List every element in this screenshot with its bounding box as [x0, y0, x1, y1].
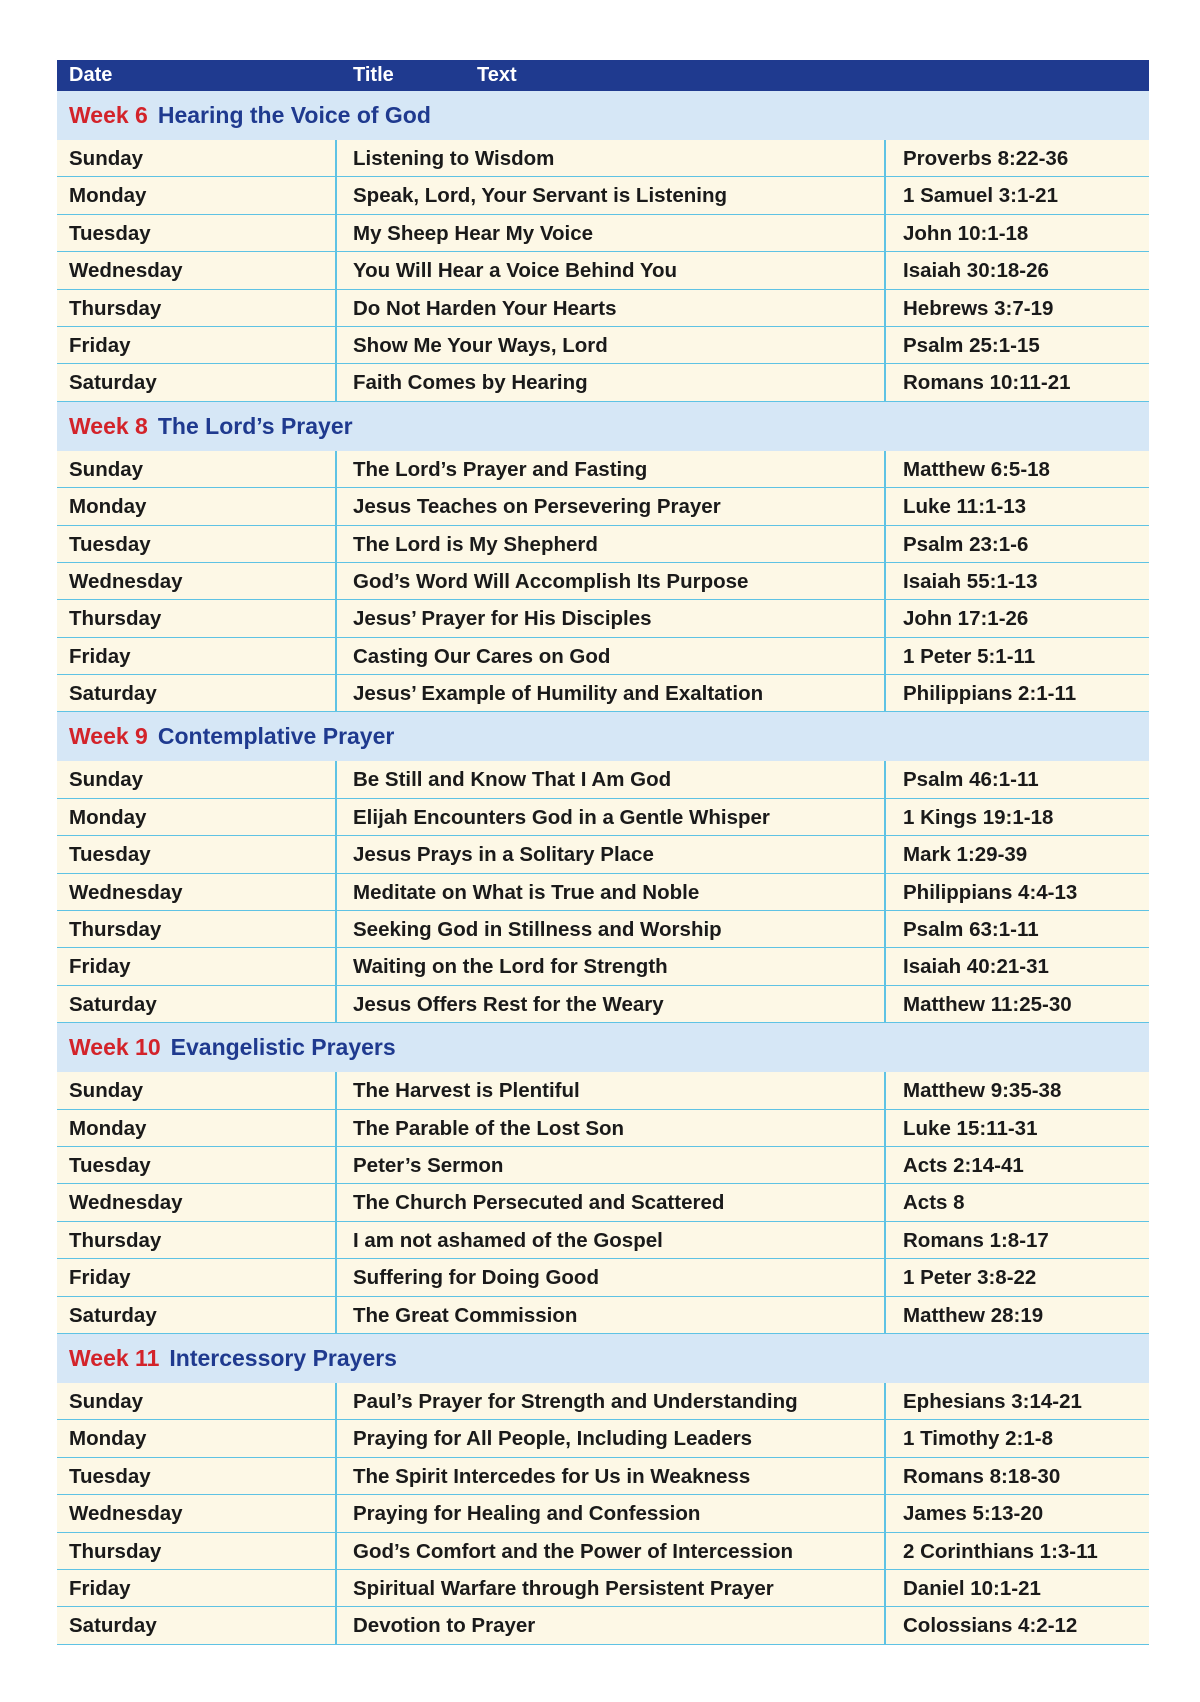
table-row: [57, 1383, 1149, 1420]
scripture-cell: Proverbs 8:22-36: [903, 147, 1069, 170]
column-header-date: Date: [69, 64, 113, 86]
week-heading: [57, 91, 1149, 140]
title-cell: The Lord is My Shepherd: [353, 532, 598, 556]
title-cell: Praying for All People, Including Leaders: [353, 1427, 753, 1451]
week-number: Week 6: [69, 102, 148, 128]
table-row: [57, 1110, 1149, 1147]
table-row: [57, 600, 1149, 637]
table-row: [57, 1147, 1149, 1184]
table-row: [57, 1533, 1149, 1570]
title-cell: Jesus Offers Rest for the Weary: [353, 992, 664, 1016]
table-row: [57, 836, 1149, 873]
scripture-cell: Philippians 2:1-11: [903, 682, 1077, 706]
title-cell: Devotion to Prayer: [353, 1614, 536, 1638]
week-theme: Intercessory Prayers: [169, 1344, 397, 1371]
scripture-cell: Ephesians 3:14-21: [903, 1389, 1082, 1413]
day-cell: Sunday: [69, 768, 144, 792]
table-row: [57, 526, 1149, 563]
title-cell: Jesus’ Prayer for His Disciples: [353, 607, 652, 631]
table-row: [57, 327, 1149, 364]
day-cell: Sunday: [69, 1389, 144, 1413]
scripture-cell: Daniel 10:1-21: [903, 1576, 1041, 1600]
title-cell: God’s Comfort and the Power of Intercession: [353, 1539, 794, 1563]
title-cell: Speak, Lord, Your Servant is Listening: [353, 184, 728, 208]
title-cell: Jesus Teaches on Persevering Prayer: [353, 495, 721, 519]
day-cell: Friday: [69, 644, 131, 668]
table-row: [57, 252, 1149, 289]
table-row: [57, 874, 1149, 911]
table-row: [57, 1458, 1149, 1495]
title-cell: Show Me Your Ways, Lord: [353, 333, 608, 357]
table-row: [57, 1297, 1149, 1334]
day-cell: Tuesday: [69, 1464, 151, 1488]
week-heading: [57, 1334, 1149, 1383]
title-cell: Meditate on What is True and Noble: [353, 880, 700, 904]
title-cell: You Will Hear a Voice Behind You: [353, 259, 678, 283]
title-cell: The Church Persecuted and Scattered: [353, 1191, 725, 1215]
table-row: [57, 1259, 1149, 1296]
title-cell: Faith Comes by Hearing: [353, 371, 588, 395]
day-cell: Wednesday: [69, 880, 183, 904]
scripture-cell: 1 Samuel 3:1-21: [903, 184, 1058, 208]
day-cell: Thursday: [69, 1539, 162, 1563]
day-cell: Thursday: [69, 607, 162, 631]
reading-plan-table: [57, 60, 1149, 1645]
table-row: [57, 1607, 1149, 1644]
scripture-cell: Psalm 25:1-15: [903, 333, 1040, 357]
day-cell: Saturday: [69, 1303, 157, 1327]
scripture-cell: John 17:1-26: [903, 607, 1029, 631]
week-number: Week 10: [69, 1034, 161, 1061]
title-cell: I am not ashamed of the Gospel: [353, 1228, 663, 1252]
scripture-cell: Isaiah 30:18-26: [903, 259, 1049, 283]
title-cell: Jesus Prays in a Solitary Place: [353, 843, 654, 867]
scripture-cell: Psalm 63:1-11: [903, 918, 1039, 942]
table-row: [57, 563, 1149, 600]
scripture-cell: Luke 11:1-13: [903, 495, 1027, 519]
day-cell: Sunday: [69, 457, 144, 481]
scripture-cell: Isaiah 40:21-31: [903, 955, 1049, 979]
title-cell: Peter’s Sermon: [353, 1153, 504, 1177]
table-row: [57, 675, 1149, 712]
day-cell: Tuesday: [69, 221, 151, 245]
day-cell: Monday: [69, 1427, 147, 1451]
week-theme: The Lord’s Prayer: [157, 412, 353, 439]
day-cell: Monday: [69, 495, 147, 519]
week-heading: [57, 402, 1149, 451]
week-heading: [57, 1023, 1149, 1072]
scripture-cell: 1 Peter 5:1-11: [903, 644, 1036, 668]
title-cell: The Lord’s Prayer and Fasting: [353, 457, 648, 481]
title-cell: Praying for Healing and Confession: [353, 1502, 701, 1526]
scripture-cell: Matthew 6:5-18: [903, 457, 1050, 481]
weeks-container: [57, 91, 1149, 1645]
day-cell: Monday: [69, 1116, 147, 1140]
scripture-cell: 1 Timothy 2:1-8: [903, 1427, 1053, 1451]
day-cell: Monday: [69, 805, 147, 829]
scripture-cell: 1 Kings 19:1-18: [903, 805, 1054, 829]
table-row: [57, 488, 1149, 525]
scripture-cell: Luke 15:11-31: [903, 1116, 1038, 1140]
day-cell: Sunday: [69, 147, 144, 170]
table-row: [57, 1495, 1149, 1532]
title-cell: Listening to Wisdom: [353, 147, 555, 170]
title-cell: Suffering for Doing Good: [353, 1266, 599, 1290]
day-cell: Sunday: [69, 1079, 144, 1103]
day-cell: Wednesday: [69, 1191, 183, 1215]
title-cell: God’s Word Will Accomplish Its Purpose: [353, 569, 749, 593]
table-row: [57, 177, 1149, 214]
scripture-cell: Isaiah 55:1-13: [903, 569, 1038, 593]
title-cell: Waiting on the Lord for Strength: [353, 955, 668, 979]
week-number: Week 8: [69, 412, 148, 439]
table-row: [57, 986, 1149, 1023]
week-theme: Hearing the Voice of God: [157, 102, 431, 128]
day-cell: Thursday: [69, 1228, 162, 1252]
title-cell: Spiritual Warfare through Persistent Prayer: [353, 1576, 774, 1600]
title-cell: Casting Our Cares on God: [353, 644, 611, 668]
title-cell: Jesus’ Example of Humility and Exaltation: [353, 682, 764, 706]
table-row: [57, 1420, 1149, 1457]
scripture-cell: Acts 2:14-41: [903, 1153, 1024, 1177]
day-cell: Saturday: [69, 682, 157, 706]
scripture-cell: Mark 1:29-39: [903, 843, 1028, 867]
scripture-cell: James 5:13-20: [903, 1502, 1044, 1526]
title-cell: Paul’s Prayer for Strength and Understanding: [353, 1389, 798, 1413]
table-row: [57, 1184, 1149, 1221]
day-cell: Friday: [69, 1266, 131, 1290]
day-cell: Thursday: [69, 296, 162, 320]
day-cell: Friday: [69, 333, 131, 357]
day-cell: Thursday: [69, 918, 162, 942]
table-row: [57, 451, 1149, 488]
table-row: [57, 1570, 1149, 1607]
day-cell: Tuesday: [69, 532, 151, 556]
column-header-text: Text: [477, 64, 517, 86]
scripture-cell: Psalm 23:1-6: [903, 532, 1029, 556]
table-row: [57, 638, 1149, 675]
table-row: [57, 761, 1149, 798]
scripture-cell: Matthew 9:35-38: [903, 1079, 1062, 1103]
scripture-cell: 2 Corinthians 1:3-11: [903, 1539, 1098, 1563]
week-number: Week 11: [69, 1344, 160, 1371]
scripture-cell: Hebrews 3:7-19: [903, 296, 1054, 320]
scripture-cell: Romans 8:18-30: [903, 1464, 1061, 1488]
scripture-cell: John 10:1-18: [903, 221, 1029, 245]
title-cell: My Sheep Hear My Voice: [353, 221, 594, 245]
title-cell: Seeking God in Stillness and Worship: [353, 918, 722, 942]
scripture-cell: Matthew 28:19: [903, 1303, 1044, 1327]
table-row: [57, 215, 1149, 252]
table-row: [57, 290, 1149, 327]
title-cell: Elijah Encounters God in a Gentle Whisper: [353, 805, 770, 829]
scripture-cell: Romans 1:8-17: [903, 1228, 1049, 1252]
day-cell: Wednesday: [69, 1502, 183, 1526]
day-cell: Friday: [69, 955, 131, 979]
scripture-cell: Matthew 11:25-30: [903, 992, 1072, 1016]
title-cell: The Spirit Intercedes for Us in Weakness: [353, 1464, 751, 1488]
scripture-cell: Psalm 46:1-11: [903, 768, 1039, 792]
column-header-title: Title: [353, 64, 394, 86]
table-header: [57, 60, 1149, 91]
title-cell: Be Still and Know That I Am God: [353, 768, 672, 792]
week-heading: [57, 712, 1149, 761]
title-cell: The Harvest is Plentiful: [353, 1079, 580, 1103]
day-cell: Saturday: [69, 1614, 157, 1638]
title-cell: Do Not Harden Your Hearts: [353, 296, 617, 320]
scripture-cell: Romans 10:11-21: [903, 371, 1071, 395]
week-theme: Evangelistic Prayers: [170, 1034, 396, 1061]
day-cell: Saturday: [69, 371, 157, 395]
scripture-cell: 1 Peter 3:8-22: [903, 1266, 1037, 1290]
day-cell: Saturday: [69, 992, 157, 1016]
table-row: [57, 911, 1149, 948]
day-cell: Wednesday: [69, 569, 183, 593]
table-row: [57, 140, 1149, 177]
day-cell: Friday: [69, 1576, 131, 1600]
table-row: [57, 364, 1149, 401]
day-cell: Monday: [69, 184, 147, 208]
day-cell: Wednesday: [69, 259, 183, 283]
scripture-cell: Colossians 4:2-12: [903, 1614, 1078, 1638]
week-number: Week 9: [69, 723, 148, 750]
table-row: [57, 1072, 1149, 1109]
table-row: [57, 948, 1149, 985]
scripture-cell: Acts 8: [903, 1191, 965, 1215]
table-row: [57, 799, 1149, 836]
day-cell: Tuesday: [69, 843, 151, 867]
day-cell: Tuesday: [69, 1153, 151, 1177]
table-row: [57, 1222, 1149, 1259]
title-cell: The Great Commission: [353, 1303, 578, 1327]
title-cell: The Parable of the Lost Son: [353, 1116, 625, 1140]
week-theme: Contemplative Prayer: [157, 723, 395, 750]
scripture-cell: Philippians 4:4-13: [903, 880, 1078, 904]
